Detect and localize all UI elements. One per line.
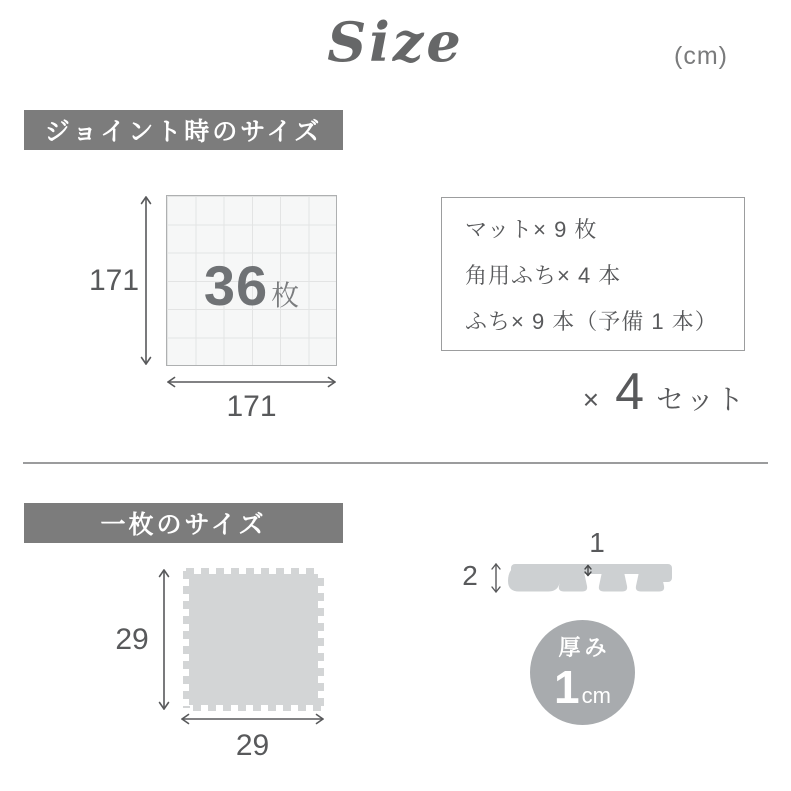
grid-count: [167, 196, 336, 365]
profile-total-thickness-label: 2: [462, 560, 478, 591]
mat-puzzle-edge-right: [317, 571, 324, 708]
profile-sheet-thickness-arrow: [583, 564, 593, 577]
grid-height-label: 171: [88, 263, 140, 297]
thickness-badge: [530, 620, 635, 725]
thickness-badge-unit: cm: [581, 683, 611, 708]
height-dimension-arrow: [140, 195, 152, 366]
sets-unit: セット: [655, 384, 746, 415]
thickness-badge-value: 1: [554, 661, 580, 713]
mat-width-label: 29: [235, 729, 270, 762]
joined-size-banner: ジョイント時のサイズ: [24, 110, 343, 150]
parts-line-corner-edge: 角用ふち× 4 本: [465, 262, 622, 288]
width-dimension-arrow: [166, 376, 337, 388]
single-size-banner: 一枚のサイズ: [24, 503, 343, 543]
grid-width-label: 171: [226, 390, 277, 423]
header: [0, 10, 791, 74]
mat-body: [189, 574, 318, 705]
mat-width-dimension-arrow: [180, 713, 325, 725]
mat-height-dimension-arrow: [158, 568, 170, 711]
mat-puzzle-edge-bottom: [186, 704, 321, 711]
page-title: Size: [327, 10, 464, 74]
section-divider: [23, 462, 768, 464]
parts-line-edge: ふち× 9 本（予備 1 本）: [465, 308, 718, 334]
mat-height-label: 29: [115, 622, 149, 656]
sets-times-sign: ×: [582, 384, 600, 415]
grid-count-number: 36: [203, 254, 269, 317]
grid-count-unit: 枚: [271, 280, 300, 311]
single-mat-diagram: [183, 568, 324, 711]
thickness-badge-label: 厚み: [558, 635, 611, 660]
unit-note: (cm): [674, 42, 728, 70]
parts-list-box: [441, 197, 745, 351]
sets-count-number: 4: [615, 363, 644, 421]
parts-line-mat: マット× 9 枚: [465, 216, 598, 242]
profile-sheet-thickness-label: 1: [589, 527, 605, 558]
joined-mat-grid-diagram: [166, 195, 337, 366]
profile-total-thickness-arrow: [490, 562, 502, 594]
sets-count-row: [441, 362, 746, 422]
